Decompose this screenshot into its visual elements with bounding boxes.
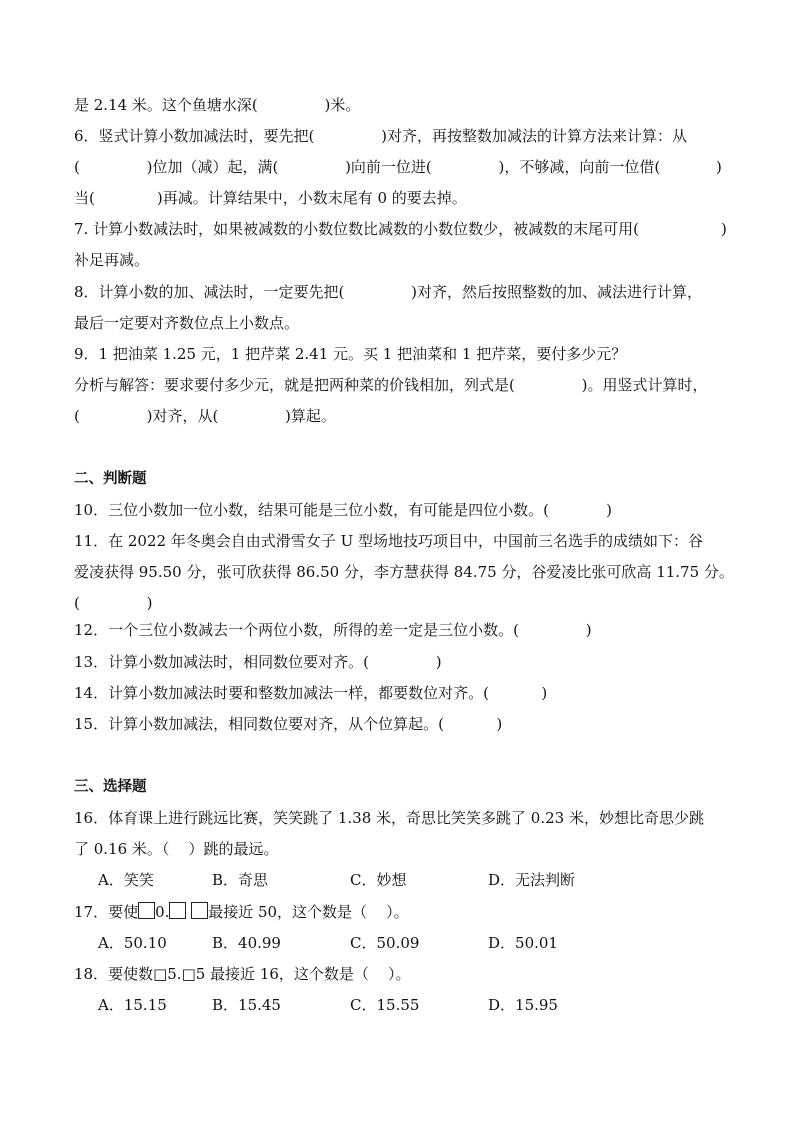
- question-18-option-d[interactable]: D．15.95: [488, 996, 558, 1014]
- question-11-line-3: ( ): [74, 594, 153, 612]
- question-18-option-b[interactable]: B．15.45: [212, 996, 281, 1014]
- section-2-title: 二、判断题: [74, 471, 147, 487]
- question-16-option-c[interactable]: C．妙想: [350, 871, 407, 889]
- question-16-option-b[interactable]: B．奇思: [212, 871, 269, 889]
- question-15: 15．计算小数加减法，相同数位要对齐，从个位算起。( ): [74, 715, 503, 733]
- question-18-option-a[interactable]: A．15.15: [98, 996, 167, 1014]
- question-6-line-2-close-paren: ): [716, 158, 722, 176]
- question-6-line-3: 当( )再减。计算结果中，小数末尾有 0 的要去掉。: [74, 189, 467, 207]
- question-17-option-b[interactable]: B．40.99: [212, 934, 281, 952]
- question-17-line: [74, 902, 409, 922]
- question-13: 13．计算小数加减法时，相同数位要对齐。( ): [74, 653, 442, 671]
- question-17-option-a[interactable]: A．50.10: [98, 934, 167, 952]
- question-16-option-a[interactable]: A．笑笑: [98, 871, 154, 889]
- question-8-line-2: 最后一定要对齐数位点上小数点。: [74, 314, 300, 332]
- question-6-line-2: ( )位加（减）起，满( )向前一位进( )，不够减，向前一位借(: [74, 158, 661, 176]
- question-16-option-d[interactable]: D．无法判断: [488, 871, 576, 889]
- question-9-line-3: ( )对齐，从( )算起。: [74, 407, 336, 425]
- question-5-tail: 是 2.14 米。这个鱼塘水深( )米。: [74, 96, 361, 114]
- question-7-line-2: 补足再减。: [74, 251, 150, 269]
- question-17-option-d[interactable]: D．50.01: [488, 934, 558, 952]
- question-7-close-paren: ): [721, 220, 727, 238]
- question-6-line-1: 6．竖式计算小数加减法时，要先把( )对齐，再按整数加减法的计算方法来计算：从: [74, 127, 688, 145]
- digit-box-1: [138, 902, 155, 919]
- question-10: 10．三位小数加一位小数，结果可能是三位小数，有可能是四位小数。( ): [74, 501, 613, 519]
- question-12: 12．一个三位小数减去一个两位小数，所得的差一定是三位小数。( ): [74, 621, 592, 639]
- question-17-decimal: 0.: [155, 903, 170, 921]
- question-18-option-c[interactable]: C．15.55: [350, 996, 420, 1014]
- question-7-line-1: 7. 计算小数减法时，如果被减数的小数位数比减数的小数位数少，被减数的末尾可用(: [74, 220, 639, 238]
- question-16-line-1: 16．体育课上进行跳远比赛，笑笑跳了 1.38 米，奇思比笑笑多跳了 0.23 米，妙想比奇思少跳: [74, 809, 704, 827]
- section-3-title: 三、选择题: [74, 779, 147, 795]
- question-8-line-1: 8．计算小数的加、减法时，一定要先把( )对齐，然后按照整数的加、减法进行计算，: [74, 283, 703, 301]
- question-9-line-1: 9．1 把油菜 1.25 元，1 把芹菜 2.41 元。买 1 把油菜和 1 把芹菜，要付多少元？: [74, 345, 627, 363]
- question-14: 14．计算小数加减法时要和整数加减法一样，都要数位对齐。( ): [74, 684, 548, 702]
- question-11-line-2: 爱凌获得 95.50 分，张可欣获得 86.50 分，李方慧获得 84.75 分，谷爱凌比张可欣高 11.75 分。: [74, 563, 734, 581]
- question-11-line-1: 11．在 2022 年冬奥会自由式滑雪女子 U 型场地技巧项目中，中国前三名选手的成绩如下：谷: [74, 532, 703, 550]
- question-9-line-2: 分析与解答：要求要付多少元，就是把两种菜的价钱相加，列式是( )。用竖式计算时，: [74, 376, 708, 394]
- question-17-suffix: 最接近 50，这个数是（ ）。: [208, 903, 409, 921]
- question-18: 18．要使数□5.□5 最接近 16，这个数是（ ）。: [74, 965, 411, 983]
- question-17-option-c[interactable]: C．50.09: [350, 934, 420, 952]
- digit-box-2: [169, 902, 186, 919]
- question-16-line-2: 了 0.16 米。（ ）跳的最远。: [74, 840, 279, 858]
- question-17-prefix: 17．要使: [74, 903, 139, 921]
- digit-box-3: [191, 902, 208, 919]
